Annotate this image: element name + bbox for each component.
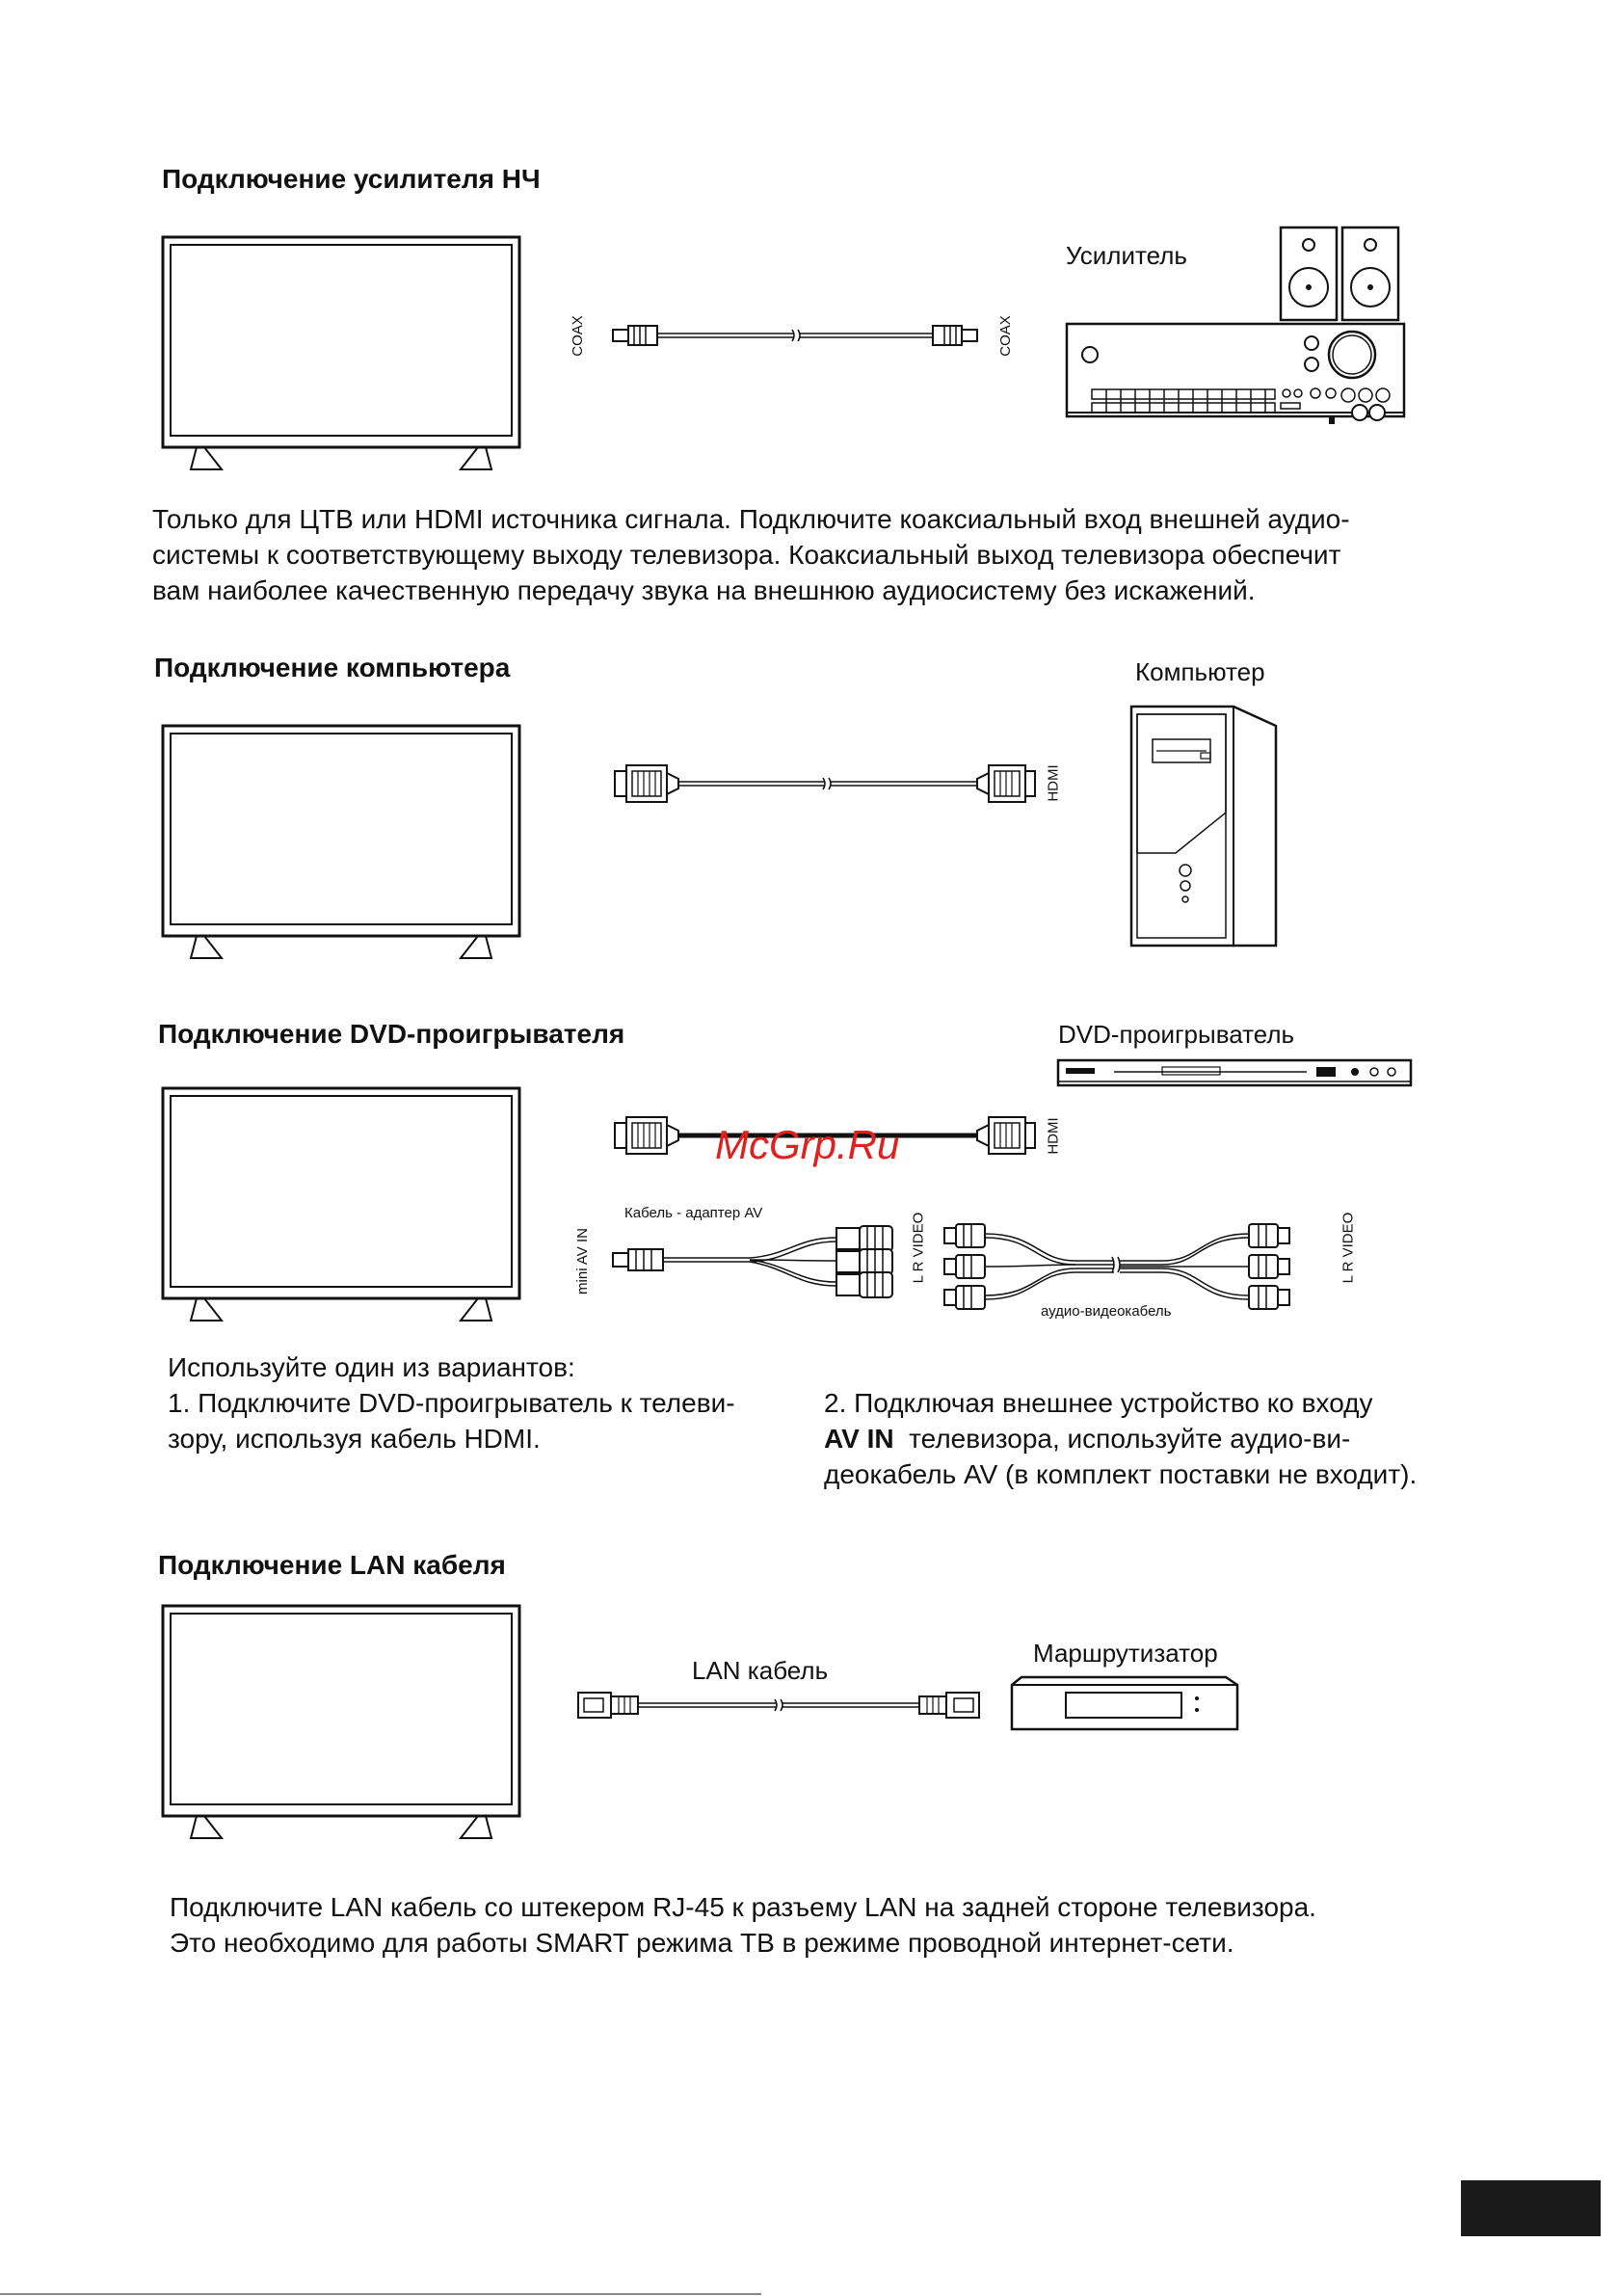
dvd-option-2-line-2 [824, 1421, 1417, 1456]
section-title-computer: Подключение компьютера [154, 653, 511, 682]
dvd-intro: Используйте один из вариантов: [168, 1352, 575, 1382]
dvd-option-2-line-1: 2. Подключая внешнее устройство ко входу [824, 1388, 1373, 1418]
dvd-player-illustration [1056, 1058, 1417, 1091]
dvd-option-2-line-2-rest: телевизора, используйте аудио-ви- [893, 1424, 1351, 1454]
bottom-rule [0, 2293, 761, 2295]
amplifier-text [152, 501, 1350, 608]
av-in-bold: AV IN [824, 1424, 894, 1454]
router-label: Маршрутизатор [1033, 1639, 1218, 1668]
tv-illustration-2 [162, 725, 520, 966]
amplifier-illustration [1063, 224, 1410, 431]
amplifier-label: Усилитель [1066, 241, 1187, 270]
lan-text [170, 1889, 1316, 1961]
av-cable-label: аудио-видеокабель [1041, 1303, 1172, 1320]
watermark: McGrp.Ru [715, 1122, 900, 1167]
computer-label: Компьютер [1135, 657, 1265, 686]
hdmi-dvd-label: HDMI [1045, 1117, 1062, 1155]
lan-text-line-1: Подключите LAN кабель со штекером RJ-45 к разъему LAN на задней стороне телевизора. [170, 1892, 1316, 1922]
hdmi-cable-computer [613, 761, 1037, 806]
computer-illustration [1118, 699, 1289, 951]
lan-text-line-2: Это необходимо для работы SMART режима ТВ в режиме проводной интернет-сети. [170, 1928, 1234, 1958]
mini-av-label: mini AV IN [573, 1228, 591, 1295]
tv-illustration-4 [162, 1605, 520, 1846]
hdmi-computer-label: HDMI [1045, 764, 1062, 802]
lan-cable-label: LAN кабель [692, 1656, 829, 1685]
section-title-lan: Подключение LAN кабеля [158, 1550, 506, 1580]
section-title-dvd: Подключение DVD-проигрывателя [158, 1019, 625, 1049]
dvd-option-1-line-2: зору, используя кабель HDMI. [168, 1424, 541, 1454]
amplifier-text-line-2: системы к соответствующему выходу телевизора. Коаксиальный выход телевизора обеспечит [152, 540, 1341, 570]
av-cable [931, 1213, 1345, 1317]
dvd-option-1 [168, 1385, 735, 1456]
amplifier-text-line-3: вам наиболее качественную передачу звука на внешнюю аудиосистему без искажений. [152, 575, 1256, 605]
av-adapter-cable [605, 1216, 900, 1309]
dvd-option-2-line-3: деокабель AV (в комплект поставки не входит). [824, 1459, 1418, 1489]
tv-illustration-3 [162, 1087, 520, 1328]
section-title-amplifier: Подключение усилителя НЧ [162, 164, 541, 194]
page-tab-marker [1461, 2180, 1601, 2236]
coax-left-label: COAX [569, 315, 586, 357]
av-right-plugs-label: L R VIDEO [1339, 1212, 1357, 1284]
dvd-label: DVD-проигрыватель [1058, 1020, 1295, 1049]
tv-illustration-1 [162, 236, 520, 477]
coax-right-label: COAX [996, 315, 1014, 357]
coax-cable [605, 318, 1010, 353]
dvd-option-2 [824, 1385, 1417, 1492]
amplifier-text-line-1: Только для ЦТВ или HDMI источника сигнала. Подключите коаксиальный вход внешней аудио- [152, 504, 1350, 534]
av-adapter-label: Кабель - адаптер AV [624, 1205, 763, 1221]
av-left-plugs-label: L R VIDEO [910, 1212, 927, 1284]
lan-cable [576, 1689, 983, 1722]
router-illustration [1008, 1673, 1241, 1735]
dvd-option-1-line-1: 1. Подключите DVD-проигрыватель к телеви- [168, 1388, 735, 1418]
